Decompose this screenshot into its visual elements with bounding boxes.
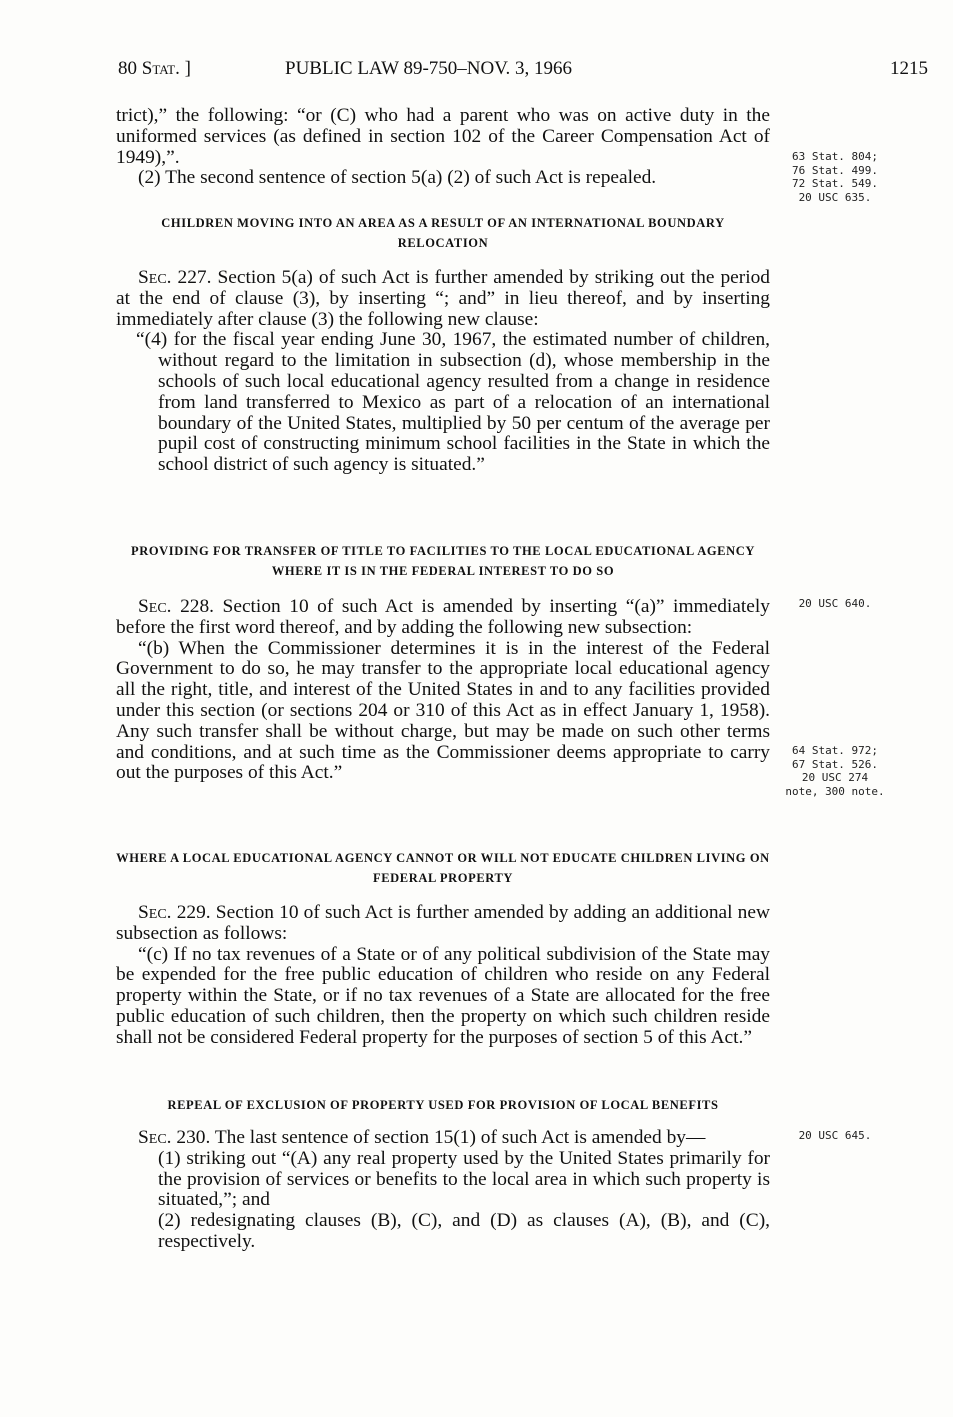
section-label: Sec. 230. <box>138 1127 211 1148</box>
margin-citation-2: 20 USC 640. <box>798 597 872 610</box>
quoted-clause-4: “(4) for the fiscal year ending June 30, 1967, the estimated number of children, without regard to the limitation in subsection (d), whose membership in the schools of such local educational agency resulted from a change in residence from land transferred to Mexico as part of a relocation of an international boundary of the United States, multiplied by 50 per centum of the average per pupil cost of constructing minimum school facilities in the State in which the school district of such agency is situated.” <box>136 329 770 476</box>
heading-sec-229: WHERE A LOCAL EDUCATIONAL AGENCY CANNOT OR WILL NOT EDUCATE CHILDREN LIVING ON FEDERAL PROPERTY <box>116 851 770 885</box>
section-label: Sec. 229. <box>138 902 211 923</box>
list-item-1: (1) striking out “(A) any real property used by the United States primarily for the provision of services or benefits to the local area in which such property is situated,”; and <box>158 1147 770 1211</box>
section-label: Sec. 227. <box>138 267 212 288</box>
page-number: 1215 <box>890 58 928 79</box>
list-item-2: (2) redesignating clauses (B), (C), and (D) as clauses (A), (B), and (C), respectively. <box>158 1210 770 1252</box>
section-228: Sec. 228. Section 10 of such Act is amended by inserting “(a)” immediately before the first word thereof, and by adding the following new subsection: “(b) When the Commissioner determines it is in the interest of the Federal Government to do so, he may transfer to the appropriate local educational agency all the right, title, and interest of the United States in and to any facilities provided under this section (or sections 204 or 310 of this Act as in effect January 1, 1958). Any such transfer shall be without charge, but may be made on such other terms and conditions, and at such time as the Commissioner deems appropriate to carry out the purposes of this Act.” <box>116 596 770 784</box>
margin-citation-1: 63 Stat. 804; 76 Stat. 499. 72 Stat. 549. 20 USC 635. <box>791 150 879 204</box>
section-230: Sec. 230. The last sentence of section 15(1) of such Act is amended by— (1) striking out “(A) any real property used by the United States primarily for the provision of services or benefits to the local area in which such property is situated,”; and (2) redesignating clauses (B), (C), and (D) as clauses (A), (B), and (C), respectively. <box>116 1128 770 1253</box>
header-volume: 80 Stat. ] <box>118 58 191 79</box>
intro-paragraph: trict),” the following: “or (C) who had a parent who was on active duty in the uniformed services (as defined in section 102 of the Career Compensation Act of 1949),”. (2) The second sentence of section 5(a) (2) of such Act is repealed. <box>116 105 770 189</box>
section-229: Sec. 229. Section 10 of such Act is further amended by adding an additional new subsection as follows: “(c) If no tax revenues of a State or of any political subdivision of the State may be expended for the free public education of children who reside on any Federal property within the State, or if no tax revenues of a State are allocated for the free public education of such children, then the property on which such children reside shall not be considered Federal property for the purposes of section 5 of this Act.” <box>116 902 770 1048</box>
heading-sec-228: PROVIDING FOR TRANSFER OF TITLE TO FACILITIES TO THE LOCAL EDUCATIONAL AGENCY WHERE IT IS IN THE FEDERAL INTEREST TO DO SO <box>130 544 755 578</box>
quoted-subsection-c: “(c) If no tax revenues of a State or of any political subdivision of the State may be expended for the free public education of children who reside on any Federal property within the State, or if no tax revenues of a State are allocated for the free public education of such children, then the property on which such children reside shall not be considered Federal property for the purposes of section 5 of this Act.” <box>116 943 770 1048</box>
margin-citation-4: 20 USC 645. <box>798 1129 872 1142</box>
header-title: PUBLIC LAW 89-750–NOV. 3, 1966 <box>285 58 573 79</box>
margin-citation-3: 64 Stat. 972; 67 Stat. 526. 20 USC 274 note, 300 note. <box>785 744 885 798</box>
heading-sec-227: CHILDREN MOVING INTO AN AREA AS A RESULT OF AN INTERNATIONAL BOUNDARY RELOCATION <box>161 216 725 250</box>
section-label: Sec. 228. <box>138 596 214 617</box>
section-227: Sec. 227. Section 5(a) of such Act is further amended by striking out the period at the end of clause (3), by inserting “; and” in lieu thereof, and by inserting immediately after clause (3) the following new clause: “(4) for the fiscal year ending June 30, 1967, the estimated number of children, without regard to the limitation in subsection (d), whose membership in the schools of such local educational agency resulted from a change in residence from land transferred to Mexico as part of a relocation of an international boundary of the United States, multiplied by 50 per centum of the average per pupil cost of constructing minimum school facilities in the State in which the school district of such agency is situated.” <box>116 267 770 476</box>
heading-sec-230: REPEAL OF EXCLUSION OF PROPERTY USED FOR PROVISION OF LOCAL BENEFITS <box>167 1098 719 1112</box>
running-header <box>118 58 928 88</box>
quoted-subsection-b: “(b) When the Commissioner determines it is in the interest of the Federal Government to do so, he may transfer to the appropriate local educational agency all the right, title, and interest of the United States in and to any facilities provided under this section (or sections 204 or 310 of this Act as in effect January 1, 1958). Any such transfer shall be without charge, but may be made on such other terms and conditions, and at such time as the Commissioner deems appropriate to carry out the purposes of this Act.” <box>116 637 770 784</box>
